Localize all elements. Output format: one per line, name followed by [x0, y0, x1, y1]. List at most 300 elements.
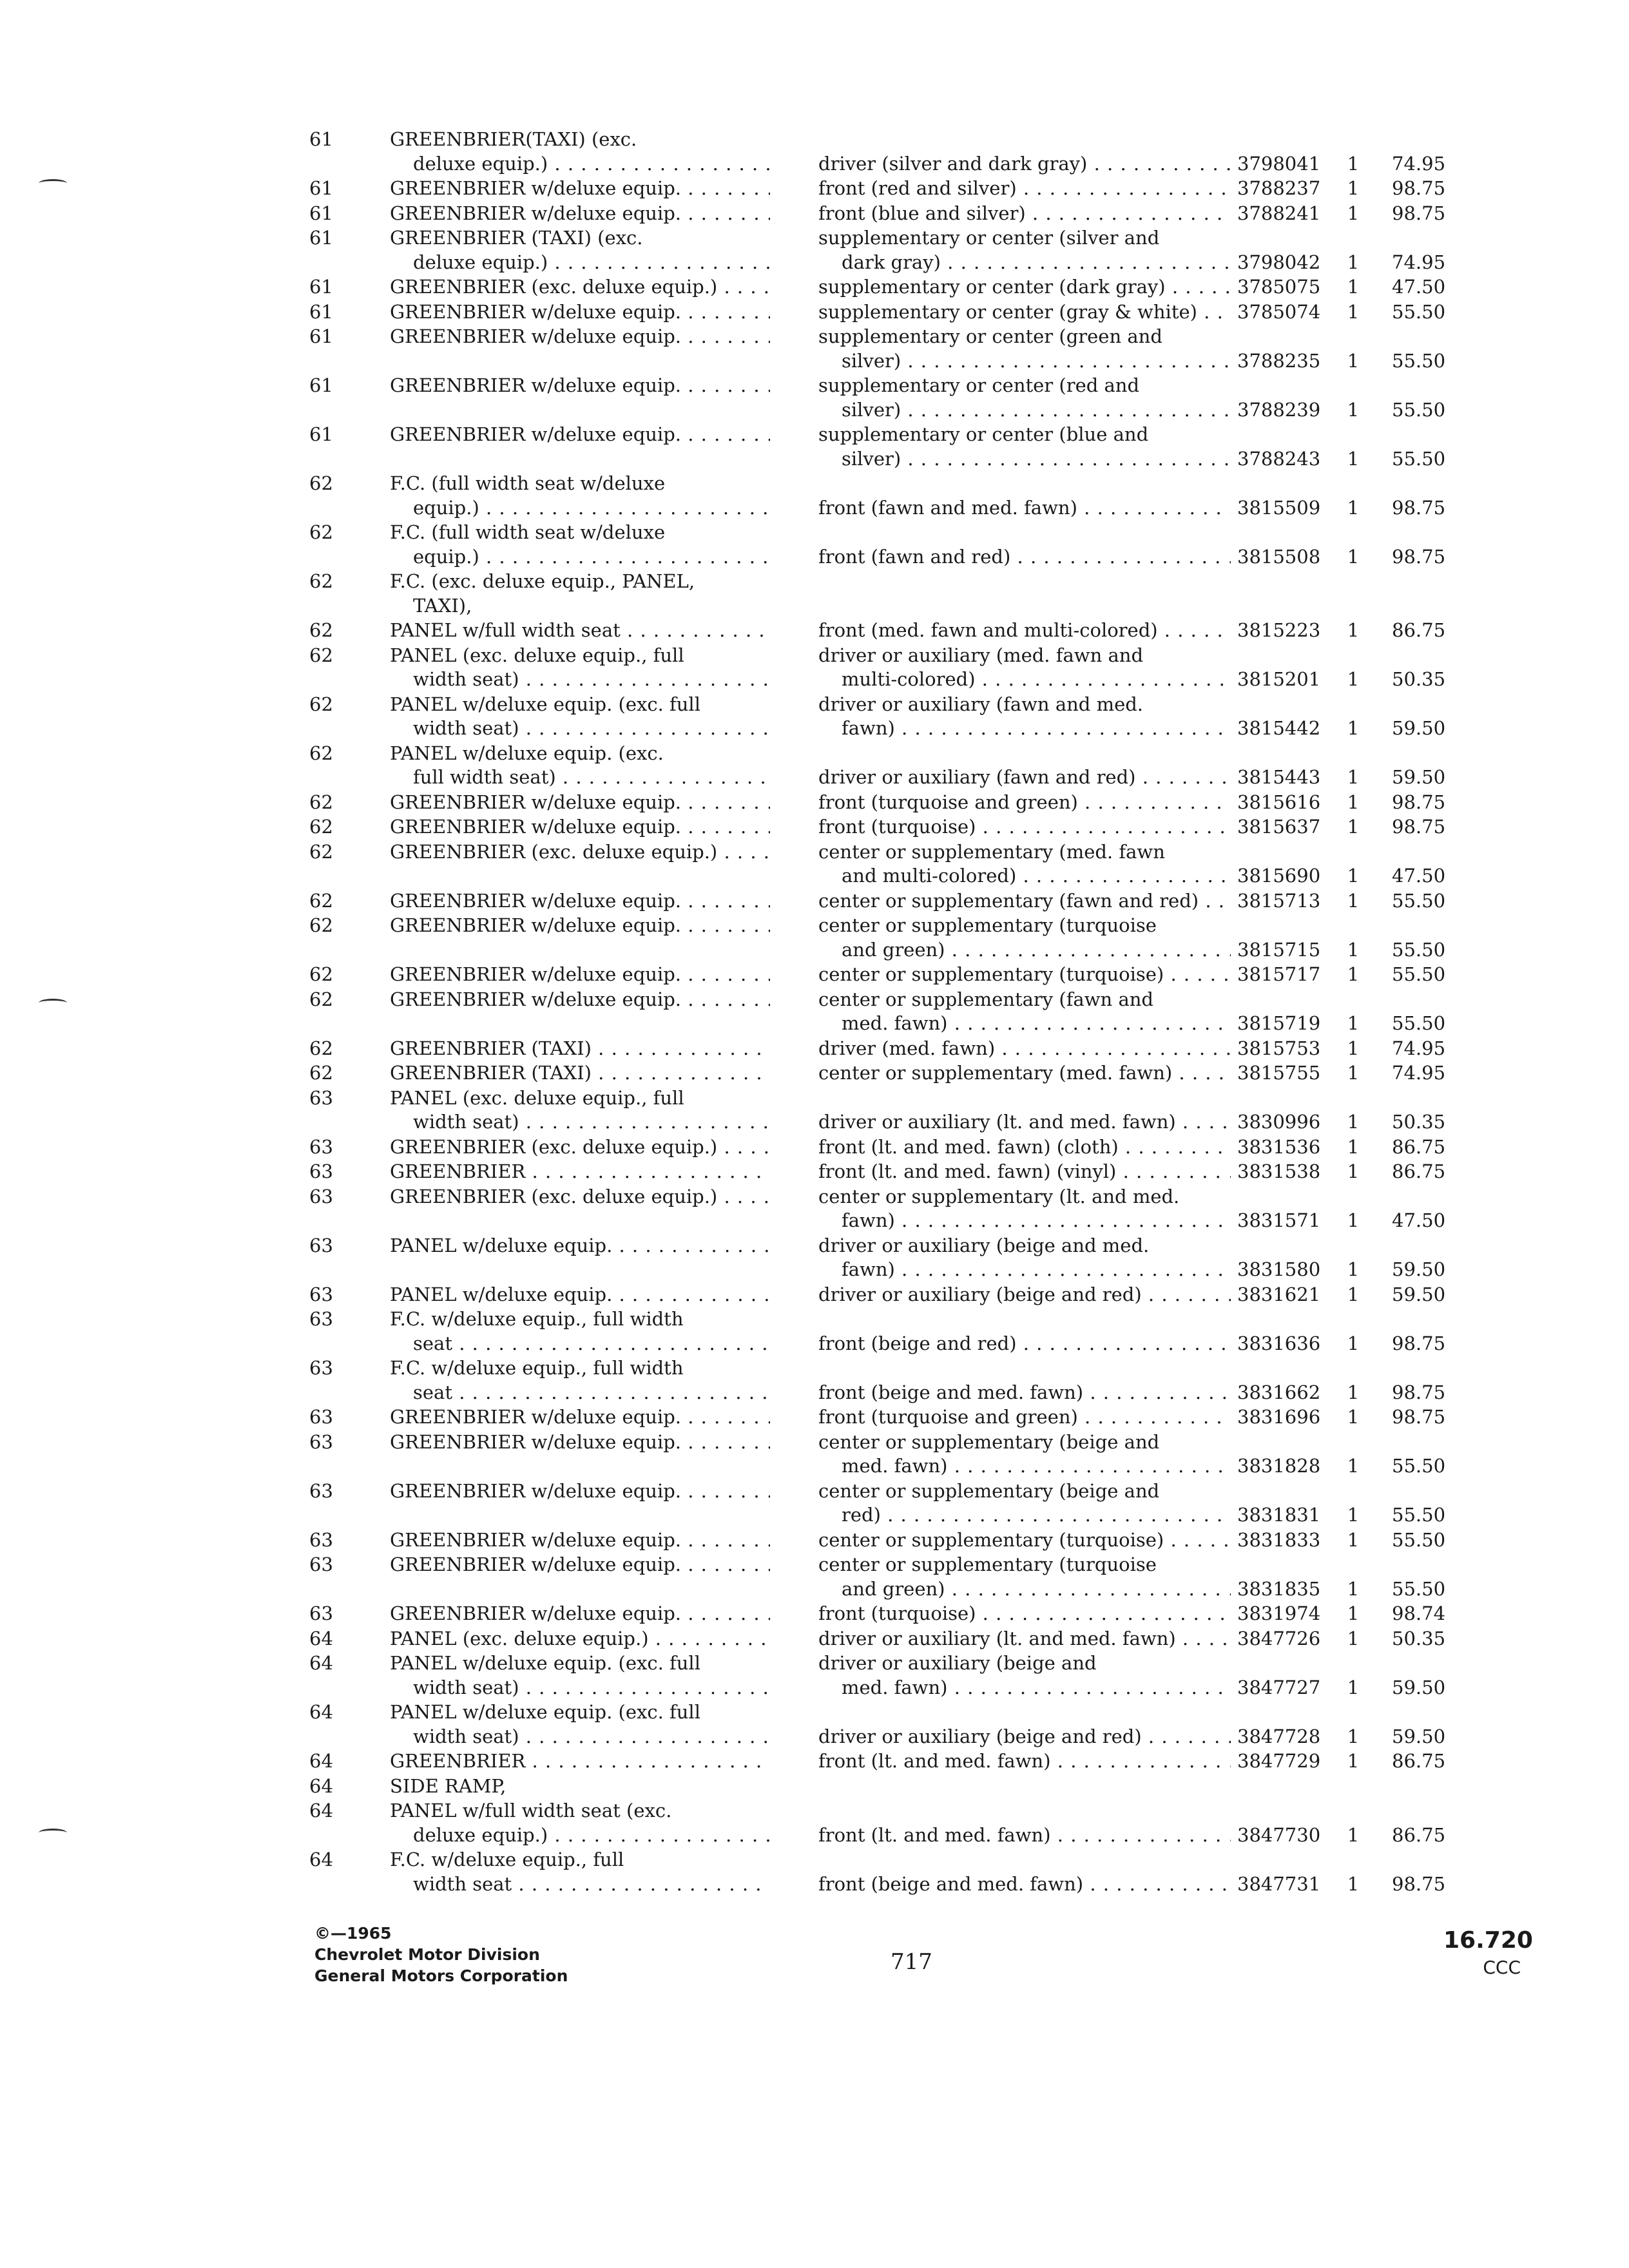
part-number: 3815713 — [1237, 889, 1340, 914]
model-description — [390, 1627, 770, 1651]
quantity: 1 — [1344, 963, 1363, 987]
desc-line: front (turquoise and green) . . . — [818, 1405, 1231, 1430]
model-description — [390, 1135, 770, 1160]
model-line: GREENBRIER (exc. deluxe equip.) . . . — [390, 275, 770, 300]
model-line: PANEL w/deluxe equip. (exc. full — [390, 1652, 700, 1674]
model-description — [390, 128, 770, 176]
model-year: 62 — [309, 791, 333, 813]
quantity: 1 — [1344, 496, 1363, 521]
desc-line: center or supplementary (beige and — [818, 1479, 1160, 1502]
model-year: 63 — [309, 1283, 333, 1305]
desc-line: med. fawn) . . . — [818, 1012, 1231, 1036]
model-line: PANEL (exc. deluxe equip., full — [390, 1086, 684, 1109]
desc-line: red) . . . — [818, 1503, 1231, 1528]
position-color — [818, 1651, 1231, 1700]
part-number: 3788235 — [1237, 349, 1340, 374]
model-line: GREENBRIER (TAXI) (exc. — [390, 227, 643, 249]
desc-line: supplementary or center (blue and — [818, 423, 1149, 445]
model-description — [390, 914, 770, 938]
desc-line: front (fawn and red) . . . — [818, 545, 1231, 570]
model-line: GREENBRIER w/deluxe equip. . . . — [390, 202, 770, 226]
copyright: ©—1965 — [314, 1924, 392, 1943]
table-row — [303, 1479, 1489, 1528]
quantity: 1 — [1344, 668, 1363, 692]
quantity: 1 — [1344, 1749, 1363, 1774]
position-color — [818, 1283, 1231, 1307]
model-description — [390, 619, 770, 643]
model-line: GREENBRIER w/deluxe equip. . . . — [390, 1602, 770, 1626]
table-row — [303, 202, 1489, 226]
desc-line: supplementary or center (silver and — [818, 227, 1160, 249]
model-year: 63 — [309, 1406, 333, 1428]
model-line: GREENBRIER w/deluxe equip. . . . — [390, 815, 770, 840]
position-color — [818, 152, 1231, 177]
model-year: 62 — [309, 889, 333, 912]
model-description — [390, 177, 770, 201]
quantity: 1 — [1344, 1012, 1363, 1036]
part-number: 3831571 — [1237, 1209, 1340, 1233]
model-year: 61 — [309, 374, 333, 396]
model-description — [390, 1799, 770, 1847]
desc-line: front (blue and silver) . . . — [818, 202, 1231, 226]
table-row — [303, 1749, 1489, 1774]
model-year: 61 — [309, 177, 333, 199]
model-year: 62 — [309, 619, 333, 641]
position-color — [818, 325, 1231, 373]
model-year: 62 — [309, 570, 333, 592]
desc-line: silver) . . . — [818, 398, 1231, 423]
model-line: GREENBRIER w/deluxe equip. . . . — [390, 1528, 770, 1553]
table-row — [303, 1160, 1489, 1184]
position-color — [818, 1872, 1231, 1897]
model-year: 63 — [309, 1308, 333, 1330]
part-number: 3815755 — [1237, 1061, 1340, 1086]
part-number: 3815508 — [1237, 545, 1340, 570]
position-color — [818, 644, 1231, 692]
model-year: 62 — [309, 988, 333, 1010]
model-year: 64 — [309, 1750, 333, 1772]
list-price: 55.50 — [1392, 1577, 1469, 1602]
desc-line: fawn) . . . — [818, 1258, 1231, 1282]
quantity: 1 — [1344, 177, 1363, 201]
model-year: 61 — [309, 423, 333, 445]
model-year: 64 — [309, 1800, 333, 1821]
table-row — [303, 1234, 1489, 1282]
quantity: 1 — [1344, 398, 1363, 423]
model-year: 61 — [309, 128, 333, 150]
desc-line: front (turquoise) . . . — [818, 1602, 1231, 1626]
part-number: 3847726 — [1237, 1627, 1340, 1651]
quantity: 1 — [1344, 1725, 1363, 1749]
list-price: 74.95 — [1392, 152, 1469, 177]
table-row — [303, 275, 1489, 300]
quantity: 1 — [1344, 1160, 1363, 1184]
model-description — [390, 1774, 770, 1799]
desc-line: supplementary or center (dark gray) . . . — [818, 275, 1231, 300]
parts-table — [303, 128, 1489, 1897]
list-price: 86.75 — [1392, 619, 1469, 643]
desc-line: driver or auxiliary (lt. and med. fawn) . . . — [818, 1110, 1231, 1135]
model-line: GREENBRIER (exc. deluxe equip.) . . . — [390, 840, 770, 865]
desc-line: driver or auxiliary (beige and — [818, 1652, 1097, 1674]
part-number: 3815753 — [1237, 1037, 1340, 1061]
model-year: 62 — [309, 1062, 333, 1084]
position-color — [818, 1528, 1231, 1553]
model-line: GREENBRIER w/deluxe equip. . . . — [390, 1430, 770, 1455]
model-line: GREENBRIER (exc. deluxe equip.) . . . — [390, 1135, 770, 1160]
desc-line: front (fawn and med. fawn) . . . — [818, 496, 1231, 521]
model-year: 64 — [309, 1701, 333, 1723]
page-number: 717 — [891, 1949, 932, 1975]
desc-line: silver) . . . — [818, 447, 1231, 472]
table-row — [303, 1553, 1489, 1601]
position-color — [818, 1381, 1231, 1405]
position-color — [818, 1061, 1231, 1086]
position-color — [818, 202, 1231, 226]
part-number: 3831662 — [1237, 1381, 1340, 1405]
desc-line: front (beige and red) . . . — [818, 1332, 1231, 1356]
table-row — [303, 1430, 1489, 1479]
quantity: 1 — [1344, 1209, 1363, 1233]
quantity: 1 — [1344, 1528, 1363, 1553]
desc-line: front (beige and med. fawn) . . . — [818, 1872, 1231, 1897]
model-year: 63 — [309, 1185, 333, 1207]
table-row — [303, 1848, 1489, 1896]
model-description — [390, 1528, 770, 1553]
list-price: 59.50 — [1392, 1283, 1469, 1307]
model-year: 62 — [309, 963, 333, 985]
model-description — [390, 226, 770, 274]
position-color — [818, 1823, 1231, 1848]
quantity: 1 — [1344, 1823, 1363, 1848]
table-row — [303, 742, 1489, 790]
table-row — [303, 177, 1489, 201]
quantity: 1 — [1344, 1381, 1363, 1405]
model-line: F.C. (full width seat w/deluxe — [390, 472, 666, 494]
table-row — [303, 1528, 1489, 1553]
desc-line: supplementary or center (green and — [818, 325, 1162, 347]
model-year: 62 — [309, 816, 333, 838]
table-row — [303, 1185, 1489, 1233]
position-color — [818, 374, 1231, 422]
position-color — [818, 226, 1231, 274]
position-color — [818, 815, 1231, 840]
model-description — [390, 1356, 770, 1405]
model-description — [390, 325, 770, 349]
model-year: 61 — [309, 227, 333, 249]
table-row — [303, 1602, 1489, 1626]
desc-line: front (lt. and med. fawn) (vinyl) . . . — [818, 1160, 1231, 1184]
model-year: 62 — [309, 472, 333, 494]
desc-line: front (lt. and med. fawn) . . . — [818, 1749, 1231, 1774]
model-description — [390, 1430, 770, 1455]
list-price: 59.50 — [1392, 765, 1469, 790]
position-color — [818, 988, 1231, 1036]
table-row — [303, 300, 1489, 325]
desc-line: driver (med. fawn) . . . — [818, 1037, 1231, 1061]
desc-line: fawn) . . . — [818, 1209, 1231, 1233]
table-row — [303, 644, 1489, 692]
part-number: 3831538 — [1237, 1160, 1340, 1184]
position-color — [818, 963, 1231, 987]
position-color — [818, 1405, 1231, 1430]
part-number: 3815223 — [1237, 619, 1340, 643]
model-year: 61 — [309, 325, 333, 347]
table-row — [303, 1135, 1489, 1160]
model-description — [390, 815, 770, 840]
position-color — [818, 1135, 1231, 1160]
part-number: 3815690 — [1237, 864, 1340, 889]
table-row — [303, 1356, 1489, 1405]
model-description — [390, 1479, 770, 1504]
desc-line: center or supplementary (med. fawn — [818, 840, 1165, 863]
desc-line: driver or auxiliary (fawn and red) . . . — [818, 765, 1231, 790]
part-number: 3831636 — [1237, 1332, 1340, 1356]
position-color — [818, 765, 1231, 790]
desc-line: front (lt. and med. fawn) . . . — [818, 1823, 1231, 1848]
desc-line: center or supplementary (fawn and — [818, 988, 1153, 1010]
desc-line: front (turquoise) . . . — [818, 815, 1231, 840]
desc-line: center or supplementary (fawn and red) . . . — [818, 889, 1231, 914]
model-line: width seat) . . . — [390, 668, 770, 692]
desc-line: silver) . . . — [818, 349, 1231, 374]
list-price: 47.50 — [1392, 275, 1469, 300]
desc-line: driver or auxiliary (med. fawn and — [818, 644, 1144, 666]
position-color — [818, 1110, 1231, 1135]
list-price: 47.50 — [1392, 1209, 1469, 1233]
position-color — [818, 1553, 1231, 1601]
list-price: 47.50 — [1392, 864, 1469, 889]
desc-line: supplementary or center (red and — [818, 374, 1140, 396]
model-line: F.C. (full width seat w/deluxe — [390, 521, 666, 543]
list-price: 59.50 — [1392, 1676, 1469, 1700]
position-color — [818, 1725, 1231, 1749]
model-year: 63 — [309, 1602, 333, 1624]
position-color — [818, 1749, 1231, 1774]
model-line: GREENBRIER w/deluxe equip. . . . — [390, 325, 770, 349]
model-year: 62 — [309, 521, 333, 543]
part-number: 3831580 — [1237, 1258, 1340, 1282]
quantity: 1 — [1344, 1405, 1363, 1430]
model-description — [390, 1160, 770, 1184]
table-row — [303, 840, 1489, 889]
model-line: GREENBRIER w/deluxe equip. . . . — [390, 963, 770, 987]
part-number: 3831536 — [1237, 1135, 1340, 1160]
model-year: 63 — [309, 1528, 333, 1551]
position-color — [818, 1037, 1231, 1061]
part-number: 3847731 — [1237, 1872, 1340, 1897]
part-number: 3788239 — [1237, 398, 1340, 423]
quantity: 1 — [1344, 1503, 1363, 1528]
list-price: 74.95 — [1392, 251, 1469, 275]
table-row — [303, 1774, 1489, 1799]
quantity: 1 — [1344, 202, 1363, 226]
list-price: 55.50 — [1392, 447, 1469, 472]
position-color — [818, 914, 1231, 962]
list-price: 98.75 — [1392, 791, 1469, 815]
position-color — [818, 300, 1231, 325]
quantity: 1 — [1344, 349, 1363, 374]
desc-line: front (red and silver) . . . — [818, 177, 1231, 201]
list-price: 59.50 — [1392, 716, 1469, 741]
table-row — [303, 521, 1489, 569]
table-row — [303, 1307, 1489, 1356]
part-number: 3847729 — [1237, 1749, 1340, 1774]
desc-line: center or supplementary (lt. and med. — [818, 1185, 1180, 1207]
model-description — [390, 1700, 770, 1749]
table-row — [303, 1061, 1489, 1086]
list-price: 55.50 — [1392, 1454, 1469, 1479]
list-price: 98.75 — [1392, 202, 1469, 226]
model-line: GREENBRIER (TAXI) . . . — [390, 1061, 770, 1086]
model-line: GREENBRIER w/deluxe equip. . . . — [390, 300, 770, 325]
table-row — [303, 1086, 1489, 1135]
model-line: deluxe equip.) . . . — [390, 251, 770, 275]
model-line: GREENBRIER w/deluxe equip. . . . — [390, 374, 770, 398]
model-description — [390, 1405, 770, 1430]
desc-line: med. fawn) . . . — [818, 1676, 1231, 1700]
model-description — [390, 742, 770, 790]
model-line: GREENBRIER w/deluxe equip. . . . — [390, 791, 770, 815]
model-description — [390, 1283, 770, 1307]
model-line: GREENBRIER w/deluxe equip. . . . — [390, 1553, 770, 1577]
part-number: 3785075 — [1237, 275, 1340, 300]
model-description — [390, 1553, 770, 1577]
model-line: GREENBRIER w/deluxe equip. . . . — [390, 914, 770, 938]
model-year: 63 — [309, 1357, 333, 1379]
model-year: 62 — [309, 644, 333, 666]
list-price: 74.95 — [1392, 1037, 1469, 1061]
position-color — [818, 496, 1231, 521]
model-year: 62 — [309, 1037, 333, 1059]
part-number: 3847727 — [1237, 1676, 1340, 1700]
division-name: Chevrolet Motor Division — [314, 1945, 540, 1964]
position-color — [818, 545, 1231, 570]
position-color — [818, 1332, 1231, 1356]
list-price: 50.35 — [1392, 1110, 1469, 1135]
quantity: 1 — [1344, 938, 1363, 963]
model-description — [390, 693, 770, 741]
part-number: 3815616 — [1237, 791, 1340, 815]
model-line: F.C. w/deluxe equip., full width — [390, 1357, 684, 1379]
table-row — [303, 423, 1489, 471]
desc-line: multi-colored) . . . — [818, 668, 1231, 692]
table-row — [303, 570, 1489, 618]
part-number: 3815715 — [1237, 938, 1340, 963]
model-description — [390, 275, 770, 300]
list-price: 86.75 — [1392, 1749, 1469, 1774]
quantity: 1 — [1344, 889, 1363, 914]
part-number: 3847728 — [1237, 1725, 1340, 1749]
model-line: equip.) . . . — [390, 545, 770, 570]
desc-line: and multi-colored) . . . — [818, 864, 1231, 889]
model-year: 61 — [309, 300, 333, 323]
model-description — [390, 988, 770, 1012]
list-price: 55.50 — [1392, 1528, 1469, 1553]
list-price: 98.75 — [1392, 545, 1469, 570]
position-color — [818, 423, 1231, 471]
table-row — [303, 226, 1489, 274]
model-line: GREENBRIER . . . — [390, 1160, 770, 1184]
scan-mark — [39, 179, 67, 187]
model-year: 62 — [309, 693, 333, 715]
list-price: 50.35 — [1392, 1627, 1469, 1651]
quantity: 1 — [1344, 815, 1363, 840]
list-price: 74.95 — [1392, 1061, 1469, 1086]
model-description — [390, 570, 770, 618]
model-line: width seat) . . . — [390, 716, 770, 741]
list-price: 98.74 — [1392, 1602, 1469, 1626]
model-line: PANEL w/deluxe equip. . . . — [390, 1234, 770, 1258]
quantity: 1 — [1344, 791, 1363, 815]
part-number: 3788243 — [1237, 447, 1340, 472]
model-description — [390, 1185, 770, 1209]
model-line: GREENBRIER w/deluxe equip. . . . — [390, 177, 770, 201]
list-price: 55.50 — [1392, 300, 1469, 325]
desc-line: front (med. fawn and multi-colored) . . . — [818, 619, 1231, 643]
desc-line: driver (silver and dark gray) . . . — [818, 152, 1231, 177]
part-number: 3798042 — [1237, 251, 1340, 275]
part-number: 3830996 — [1237, 1110, 1340, 1135]
quantity: 1 — [1344, 251, 1363, 275]
table-row — [303, 1283, 1489, 1307]
part-number: 3815443 — [1237, 765, 1340, 790]
list-price: 55.50 — [1392, 963, 1469, 987]
table-row — [303, 619, 1489, 643]
model-year: 62 — [309, 914, 333, 936]
list-price: 86.75 — [1392, 1823, 1469, 1848]
table-row — [303, 988, 1489, 1036]
position-color — [818, 177, 1231, 201]
part-number: 3785074 — [1237, 300, 1340, 325]
position-color — [818, 1627, 1231, 1651]
list-price: 55.50 — [1392, 398, 1469, 423]
table-row — [303, 889, 1489, 914]
list-price: 59.50 — [1392, 1725, 1469, 1749]
desc-line: and green) . . . — [818, 938, 1231, 963]
part-number: 3815442 — [1237, 716, 1340, 741]
model-line: width seat) . . . — [390, 1676, 770, 1700]
corporation-name: General Motors Corporation — [314, 1966, 568, 1985]
quantity: 1 — [1344, 1602, 1363, 1626]
model-year: 62 — [309, 742, 333, 764]
desc-line: fawn) . . . — [818, 716, 1231, 741]
model-line: GREENBRIER w/deluxe equip. . . . — [390, 988, 770, 1012]
list-price: 98.75 — [1392, 1332, 1469, 1356]
table-row — [303, 472, 1489, 520]
model-description — [390, 791, 770, 815]
model-description — [390, 1848, 770, 1896]
quantity: 1 — [1344, 545, 1363, 570]
desc-line: center or supplementary (turquoise) . . . — [818, 963, 1231, 987]
part-number: 3831831 — [1237, 1503, 1340, 1528]
position-color — [818, 889, 1231, 914]
table-row — [303, 1651, 1489, 1700]
model-description — [390, 423, 770, 447]
part-number: 3815509 — [1237, 496, 1340, 521]
list-price: 55.50 — [1392, 1012, 1469, 1036]
model-year: 63 — [309, 1234, 333, 1256]
section-number: 16.720 — [1443, 1927, 1533, 1954]
table-row — [303, 374, 1489, 422]
model-line: GREENBRIER(TAXI) (exc. — [390, 128, 637, 150]
model-description — [390, 521, 770, 569]
part-number: 3831828 — [1237, 1454, 1340, 1479]
table-row — [303, 1627, 1489, 1651]
model-description — [390, 963, 770, 987]
desc-line: driver or auxiliary (lt. and med. fawn) . . . — [818, 1627, 1231, 1651]
model-year: 63 — [309, 1160, 333, 1182]
